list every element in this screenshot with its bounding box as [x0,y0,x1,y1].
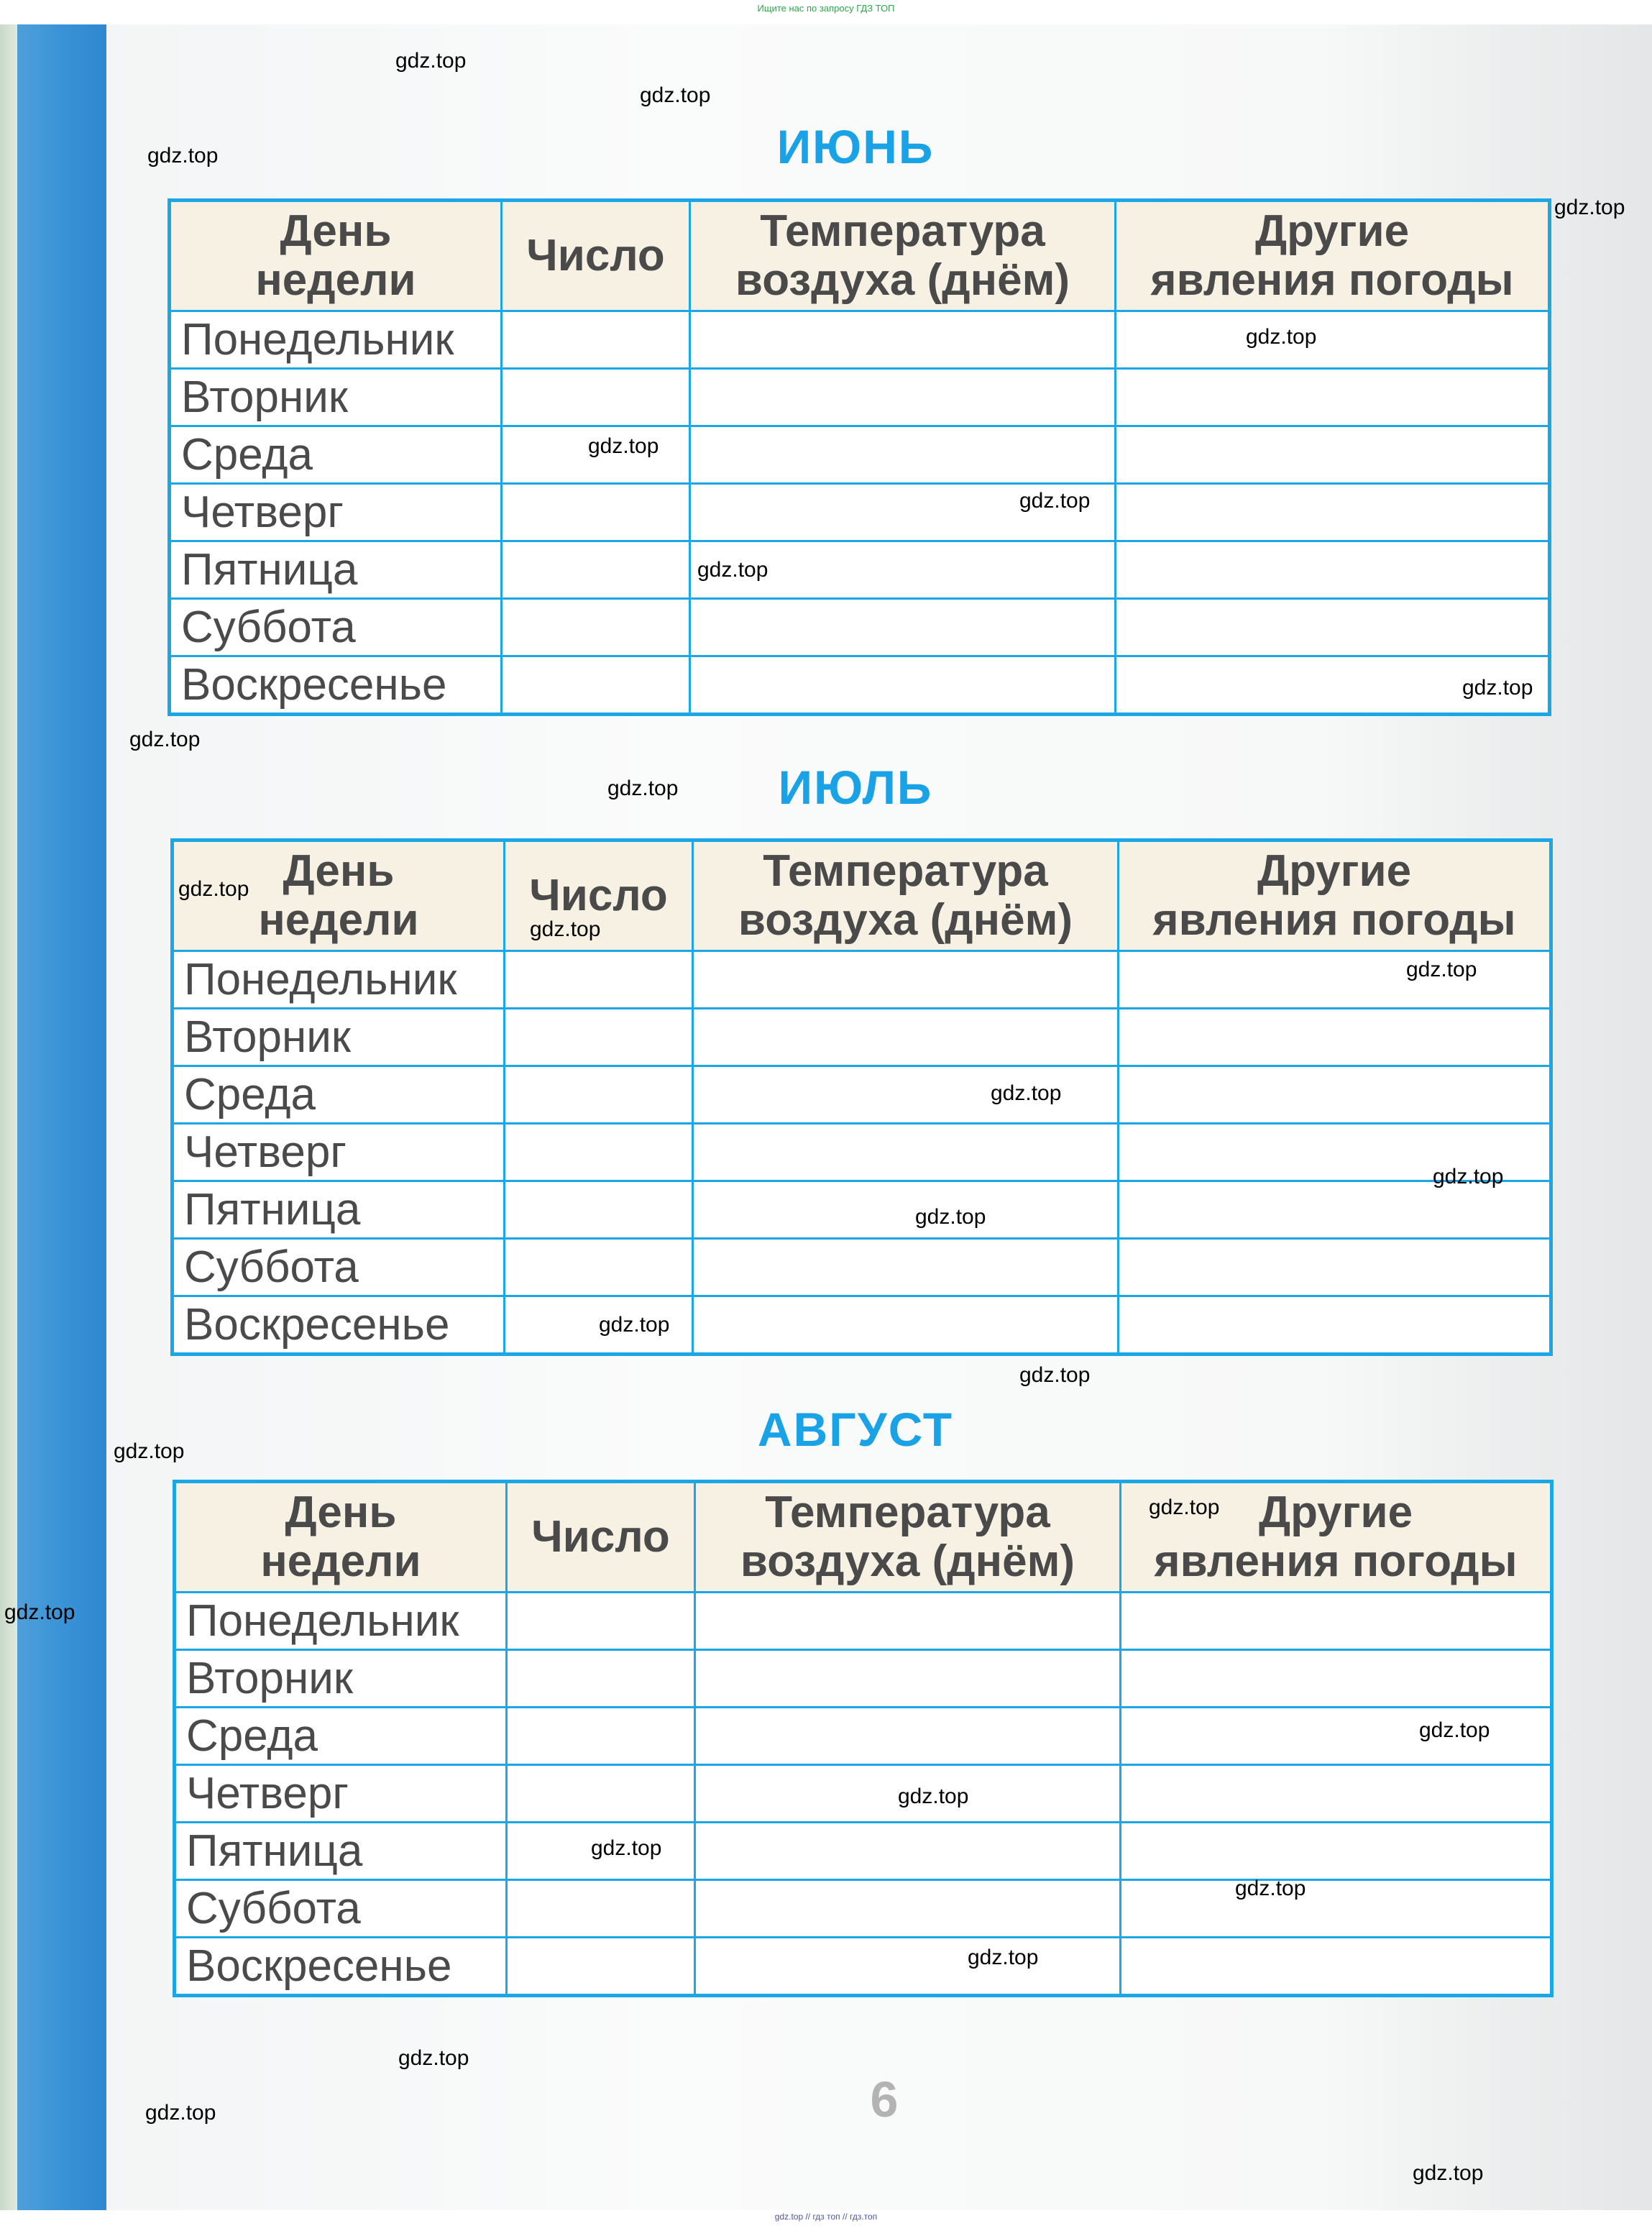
table-row [173,951,1551,1009]
other-weather-cell[interactable] [1116,599,1550,656]
day-label: Суббота [175,1880,507,1938]
watermark: gdz.top [1419,1718,1490,1742]
table-row [173,1009,1551,1066]
watermark: gdz.top [599,1313,670,1337]
temperature-cell[interactable] [693,1296,1119,1355]
temperature-cell[interactable] [695,1880,1121,1938]
watermark: gdz.top [607,777,679,800]
day-label: Понедельник [175,1593,507,1650]
temperature-cell[interactable] [693,1009,1119,1066]
number-cell[interactable] [507,1593,695,1650]
day-label: Понедельник [170,311,502,369]
table-row [170,484,1550,541]
table-row [175,1938,1552,1996]
day-label: Среда [175,1708,507,1765]
table-row [175,1593,1552,1650]
number-cell[interactable] [502,656,690,715]
watermark: gdz.top [991,1081,1062,1105]
temperature-cell[interactable] [695,1593,1121,1650]
watermark: gdz.top [1554,196,1625,219]
other-weather-cell[interactable] [1121,1880,1552,1938]
table-row [175,1650,1552,1708]
col-header-number: Число [505,840,693,951]
page-number: 6 [870,2071,899,2127]
number-cell[interactable] [507,1650,695,1708]
day-label: Воскресенье [173,1296,505,1355]
temperature-cell[interactable] [693,951,1119,1009]
temperature-cell[interactable] [695,1823,1121,1880]
col-header-other: Другие явления погоды [1121,1482,1552,1593]
table-row [173,1239,1551,1296]
watermark: gdz.top [1433,1165,1504,1188]
watermark: gdz.top [114,1439,185,1463]
number-cell[interactable] [505,1124,693,1181]
other-weather-cell[interactable] [1119,951,1551,1009]
day-label: Среда [170,426,502,484]
watermark: gdz.top [591,1836,662,1860]
table-row [173,1296,1551,1355]
day-label: Четверг [175,1765,507,1823]
table-row [170,599,1550,656]
temperature-cell[interactable] [690,426,1116,484]
weather-table-june [168,198,1551,716]
temperature-cell[interactable] [693,1181,1119,1239]
other-weather-cell[interactable] [1121,1593,1552,1650]
other-weather-cell[interactable] [1116,369,1550,426]
number-cell[interactable] [502,484,690,541]
watermark: gdz.top [1413,2161,1484,2185]
day-label: Вторник [175,1650,507,1708]
watermark: gdz.top [398,2046,469,2070]
day-label: Четверг [173,1124,505,1181]
watermark: gdz.top [1406,958,1477,981]
day-label: Среда [173,1066,505,1124]
table-row [170,656,1550,715]
col-header-day: День недели [173,840,505,951]
month-title-june: ИЮНЬ [776,120,935,173]
number-cell[interactable] [505,1181,693,1239]
table-header-row [175,1482,1552,1593]
temperature-cell[interactable] [695,1650,1121,1708]
day-label: Пятница [173,1181,505,1239]
table-row [173,1181,1551,1239]
temperature-cell[interactable] [695,1708,1121,1765]
watermark: gdz.top [145,2101,216,2125]
table-row [175,1823,1552,1880]
day-label: Воскресенье [170,656,502,715]
number-cell[interactable] [505,951,693,1009]
temperature-cell[interactable] [695,1938,1121,1996]
other-weather-cell[interactable] [1116,311,1550,369]
watermark: gdz.top [1019,1363,1091,1387]
table-header-row [170,201,1550,311]
number-cell[interactable] [505,1066,693,1124]
other-weather-cell[interactable] [1116,541,1550,599]
number-cell[interactable] [505,1239,693,1296]
watermark: gdz.top [1246,325,1317,349]
temperature-cell[interactable] [693,1124,1119,1181]
watermark: gdz.top [1235,1877,1306,1900]
other-weather-cell[interactable] [1119,1066,1551,1124]
temperature-cell[interactable] [690,599,1116,656]
day-label: Вторник [170,369,502,426]
other-weather-cell[interactable] [1121,1823,1552,1880]
footer-note: gdz.top // гдз топ // гдз.топ [774,2212,878,2222]
page-spine-strip [17,24,106,2210]
other-weather-cell[interactable] [1121,1765,1552,1823]
table-row [175,1708,1552,1765]
col-header-number: Число [502,201,690,311]
number-cell[interactable] [505,1009,693,1066]
other-weather-cell[interactable] [1121,1650,1552,1708]
number-cell[interactable] [507,1938,695,1996]
col-header-temperature: Температура воздуха (днём) [695,1482,1121,1593]
number-cell[interactable] [502,541,690,599]
day-label: Четверг [170,484,502,541]
other-weather-cell[interactable] [1119,1239,1551,1296]
table-row [170,311,1550,369]
watermark: gdz.top [898,1785,969,1808]
header-note: Ищите нас по запросу ГДЗ ТОП [757,3,895,14]
other-weather-cell[interactable] [1116,484,1550,541]
col-header-other: Другие явления погоды [1116,201,1550,311]
other-weather-cell[interactable] [1121,1938,1552,1996]
col-header-temperature: Температура воздуха (днём) [690,201,1116,311]
table-row [170,426,1550,484]
number-cell[interactable] [502,311,690,369]
col-header-other: Другие явления погоды [1119,840,1551,951]
watermark: gdz.top [1019,489,1091,513]
table-row [170,369,1550,426]
temperature-cell[interactable] [690,369,1116,426]
day-label: Понедельник [173,951,505,1009]
temperature-cell[interactable] [690,656,1116,715]
col-header-day: День недели [175,1482,507,1593]
watermark: gdz.top [178,877,249,901]
temperature-cell[interactable] [693,1239,1119,1296]
day-label: Пятница [175,1823,507,1880]
month-title-august: АВГУСТ [757,1403,954,1456]
page-left-edge [0,24,17,2210]
other-weather-cell[interactable] [1119,1296,1551,1355]
col-header-number: Число [507,1482,695,1593]
other-weather-cell[interactable] [1116,426,1550,484]
watermark: gdz.top [588,434,659,458]
watermark: gdz.top [640,83,711,107]
day-label: Воскресенье [175,1938,507,1996]
watermark: gdz.top [968,1946,1039,1969]
day-label: Пятница [170,541,502,599]
watermark: gdz.top [915,1205,986,1229]
weather-table-july [170,838,1553,1356]
table-row [175,1880,1552,1938]
other-weather-cell[interactable] [1119,1009,1551,1066]
number-cell[interactable] [502,369,690,426]
day-label: Суббота [173,1239,505,1296]
watermark: gdz.top [147,144,219,168]
watermark: gdz.top [1149,1495,1220,1519]
watermark: gdz.top [697,558,768,582]
month-title-july: ИЮЛЬ [778,761,933,814]
weather-table-august [173,1480,1554,1997]
table-row [173,1124,1551,1181]
watermark: gdz.top [129,728,201,751]
day-label: Суббота [170,599,502,656]
number-cell[interactable] [507,1765,695,1823]
number-cell[interactable] [507,1708,695,1765]
table-row [175,1765,1552,1823]
number-cell[interactable] [502,599,690,656]
watermark: gdz.top [395,49,467,73]
table-row [173,1066,1551,1124]
table-row [170,541,1550,599]
col-header-temperature: Температура воздуха (днём) [693,840,1119,951]
day-label: Вторник [173,1009,505,1066]
watermark: gdz.top [530,917,601,941]
number-cell[interactable] [507,1880,695,1938]
table-header-row [173,840,1551,951]
col-header-day: День недели [170,201,502,311]
other-weather-cell[interactable] [1119,1181,1551,1239]
watermark: gdz.top [1462,676,1533,700]
temperature-cell[interactable] [690,311,1116,369]
watermark: gdz.top [4,1600,75,1624]
